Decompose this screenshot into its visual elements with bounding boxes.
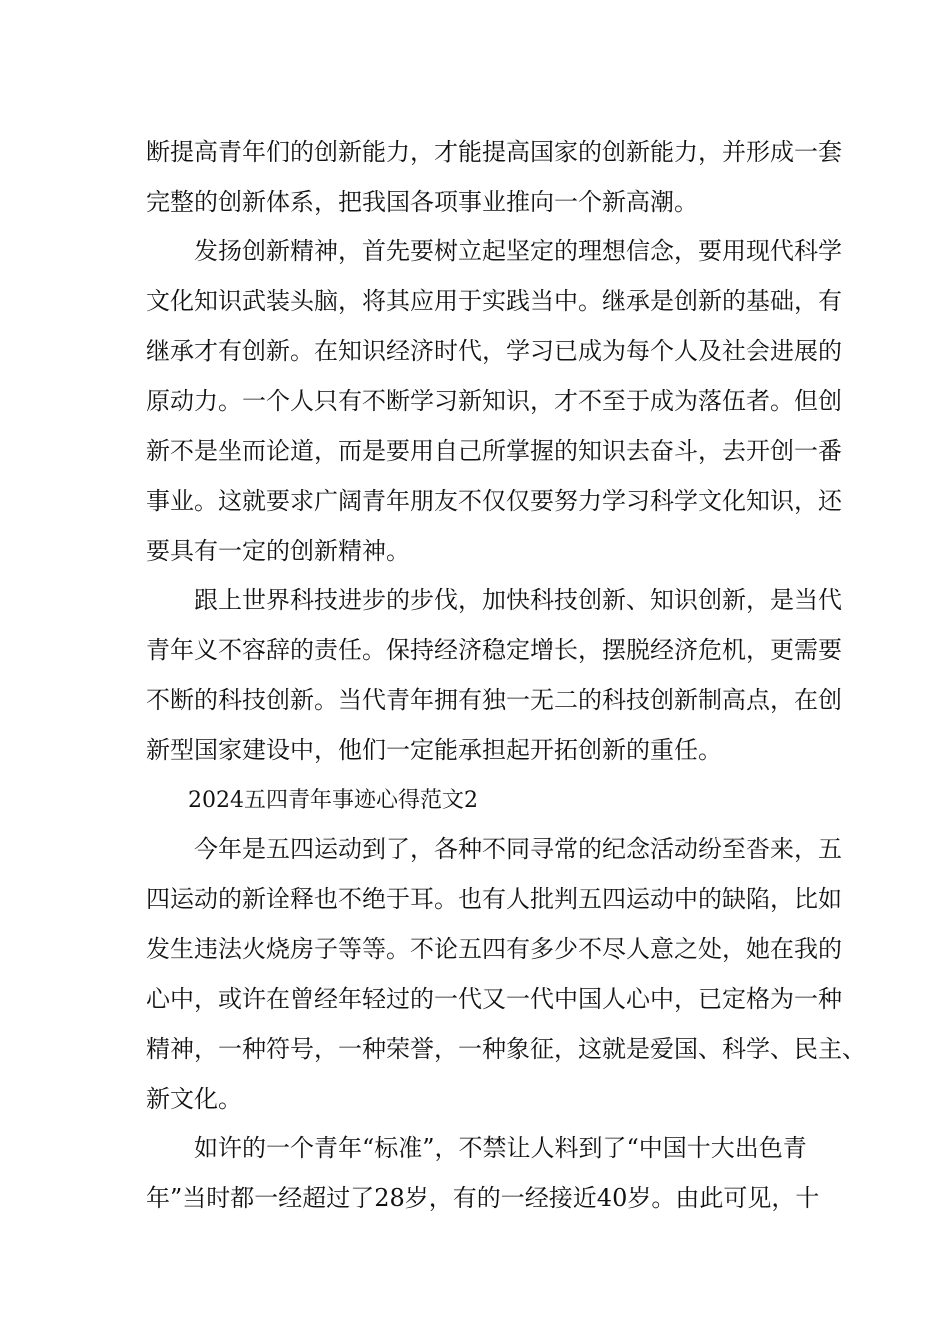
text-line: 精神，一种符号，一种荣誉，一种象征，这就是爱国、科学、民主、: [146, 1035, 866, 1063]
text-line: 完整的创新体系，把我国各项事业推向一个新高潮。: [146, 188, 698, 216]
text-line: 事业。这就要求广阔青年朋友不仅仅要努力学习科学文化知识，还: [146, 487, 842, 515]
text-line: 青年义不容辞的责任。保持经济稳定增长，摆脱经济危机，更需要: [146, 636, 842, 664]
text-line: 不断的科技创新。当代青年拥有独一无二的科技创新制高点，在创: [146, 686, 842, 714]
text-line: 发生违法火烧房子等等。不论五四有多少不尽人意之处，她在我的: [146, 935, 842, 963]
paragraph-start-line: 发扬创新精神，首先要树立起坚定的理想信念，要用现代科学: [194, 237, 842, 265]
text-line: 四运动的新诠释也不绝于耳。也有人批判五四运动中的缺陷，比如: [146, 885, 842, 913]
text-line: 继承才有创新。在知识经济时代，学习已成为每个人及社会进展的: [146, 337, 842, 365]
text-line: 要具有一定的创新精神。: [146, 537, 410, 565]
text-line: 原动力。一个人只有不断学习新知识，才不至于成为落伍者。但创: [146, 387, 842, 415]
text-line: 断提高青年们的创新能力，才能提高国家的创新能力，并形成一套: [146, 138, 842, 166]
text-line: 新文化。: [146, 1085, 242, 1113]
paragraph-start-line: 如许的一个青年“标准”，不禁让人料到了“中国十大出色青: [194, 1134, 807, 1162]
paragraph-start-line: 今年是五四运动到了，各种不同寻常的纪念活动纷至沓来，五: [194, 835, 842, 863]
text-line: 心中，或许在曾经年轻过的一代又一代中国人心中，已定格为一种: [146, 985, 842, 1013]
text-line: 新型国家建设中，他们一定能承担起开拓创新的重任。: [146, 736, 722, 764]
text-line: 新不是坐而论道，而是要用自己所掌握的知识去奋斗，去开创一番: [146, 437, 842, 465]
section-heading: 2024五四青年事迹心得范文2: [188, 788, 478, 813]
paragraph-start-line: 跟上世界科技进步的步伐，加快科技创新、知识创新，是当代: [194, 586, 842, 614]
text-line: 年”当时都一经超过了28岁，有的一经接近40岁。由此可见，十: [146, 1184, 820, 1212]
text-line: 文化知识武装头脑，将其应用于实践当中。继承是创新的基础，有: [146, 287, 842, 315]
